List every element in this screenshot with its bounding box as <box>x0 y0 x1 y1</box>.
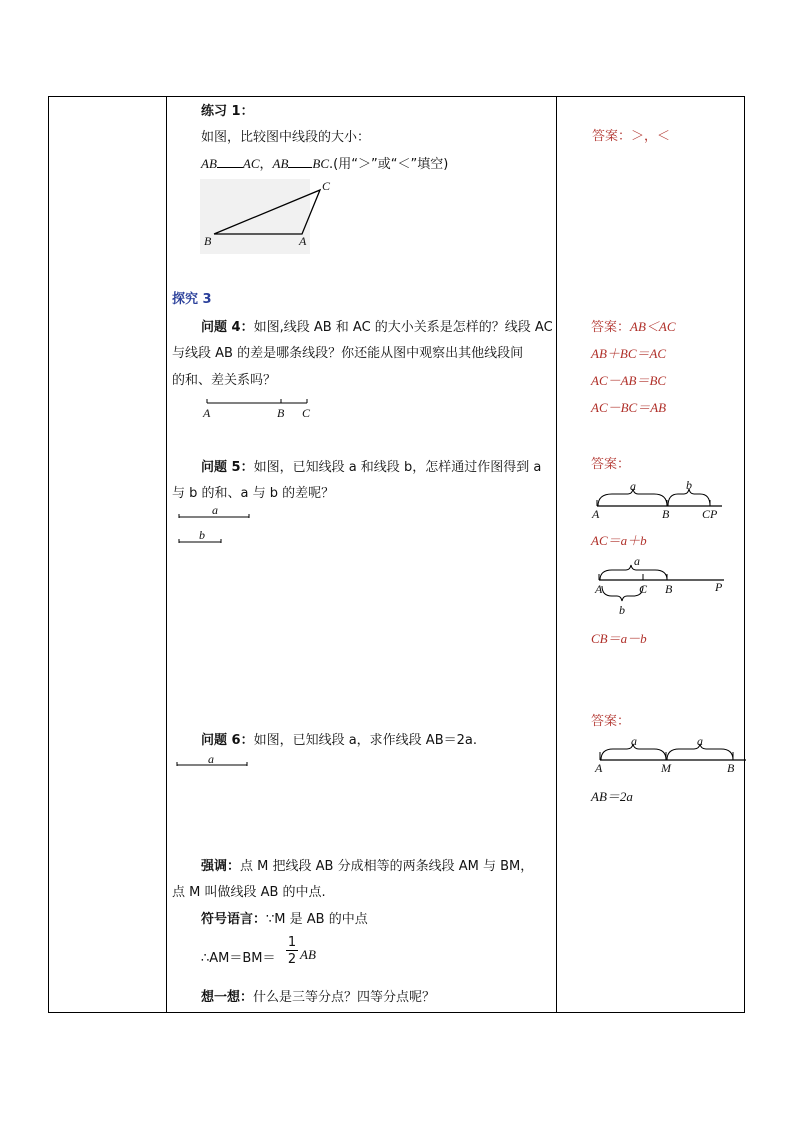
symbolic-line: 符号语言：∵M 是 AB 的中点 <box>201 912 368 927</box>
ans1-label-a: a <box>630 479 636 493</box>
emphasis-line1: 强调：点 M 把线段 AB 分成相等的两条线段 AM 与 BM， <box>201 859 534 874</box>
ans1-label-b: b <box>686 478 692 492</box>
practice1-prompt: 如图，比较图中线段的大小： <box>201 130 371 145</box>
ans6-label-M: M <box>661 761 671 775</box>
q5-line1: 问题 5：如图，已知线段 a 和线段 b，怎样通过作图得到 a <box>201 460 542 475</box>
ans6-label-a2: a <box>697 734 703 748</box>
ans6-label-B: B <box>727 761 735 775</box>
emphasis-line2: 点 M 叫做线段 AB 的中点. <box>172 885 326 900</box>
ans2-label-a: a <box>634 554 640 568</box>
ans2-label-C: C <box>639 582 648 596</box>
q4-label-b: B <box>277 406 285 420</box>
q5-label-a: a <box>212 503 218 517</box>
q5-answer-label: 答案： <box>591 457 631 472</box>
ans6-label-a1: a <box>631 734 637 748</box>
therefore-tail: AB <box>300 947 316 962</box>
q4-answer-line2: AB＋BC＝AC <box>591 346 667 361</box>
think-line: 想一想：什么是三等分点？四等分点呢？ <box>201 990 436 1005</box>
q5-label-b: b <box>199 528 205 542</box>
q5-line2: 与 b 的和、a 与 b 的差呢？ <box>172 486 335 501</box>
q4-answer-line3: AC－AB＝BC <box>591 373 667 388</box>
ans1-label-A: A <box>592 507 600 521</box>
q6-answer-eq: AB＝2a <box>591 789 633 804</box>
ans2-label-b: b <box>619 603 625 617</box>
q5-answer-eq1: AC＝a＋b <box>591 533 647 548</box>
ans2-label-B: B <box>665 582 673 596</box>
ans6-label-A: A <box>595 761 603 775</box>
fraction: 1 2 <box>287 935 297 967</box>
ans2-label-P: P <box>715 580 723 594</box>
triangle-label-a: A <box>299 234 307 248</box>
therefore-text: ∴AM＝BM＝ <box>201 951 276 966</box>
q4-label-c: C <box>302 406 311 420</box>
q4-answer-line4: AC－BC＝AB <box>591 400 667 415</box>
q6-label-a: a <box>208 752 214 766</box>
q4-label-a: A <box>203 406 211 420</box>
explore3-heading: 探究 3 <box>172 292 212 307</box>
ans1-label-CP: CP <box>702 507 718 521</box>
q5-answer-eq2: CB＝a－b <box>591 631 647 646</box>
q4-line1: 问题 4：如图,线段 AB 和 AC 的大小关系是怎样的？线段 AC <box>201 320 553 335</box>
q6-line: 问题 6：如图，已知线段 a，求作线段 AB＝2a. <box>201 733 477 748</box>
practice1-answer: 答案：＞，＜ <box>592 129 671 144</box>
ans2-label-A: A <box>595 582 603 596</box>
triangle-label-b: B <box>204 234 212 248</box>
q4-line2: 与线段 AB 的差是哪条线段？你还能从图中观察出其他线段间 <box>172 346 524 361</box>
ans1-label-B: B <box>662 507 670 521</box>
practice1-blank-line: AB AC，AB BC.(用“＞”或“＜”填空) <box>201 156 449 172</box>
practice1-title: 练习 1： <box>201 104 254 119</box>
q6-answer-label: 答案： <box>591 714 631 729</box>
triangle-label-c: C <box>322 179 331 193</box>
q4-answer-line1: 答案：AB＜AC <box>591 319 676 335</box>
q4-line3: 的和、差关系吗？ <box>172 373 277 388</box>
